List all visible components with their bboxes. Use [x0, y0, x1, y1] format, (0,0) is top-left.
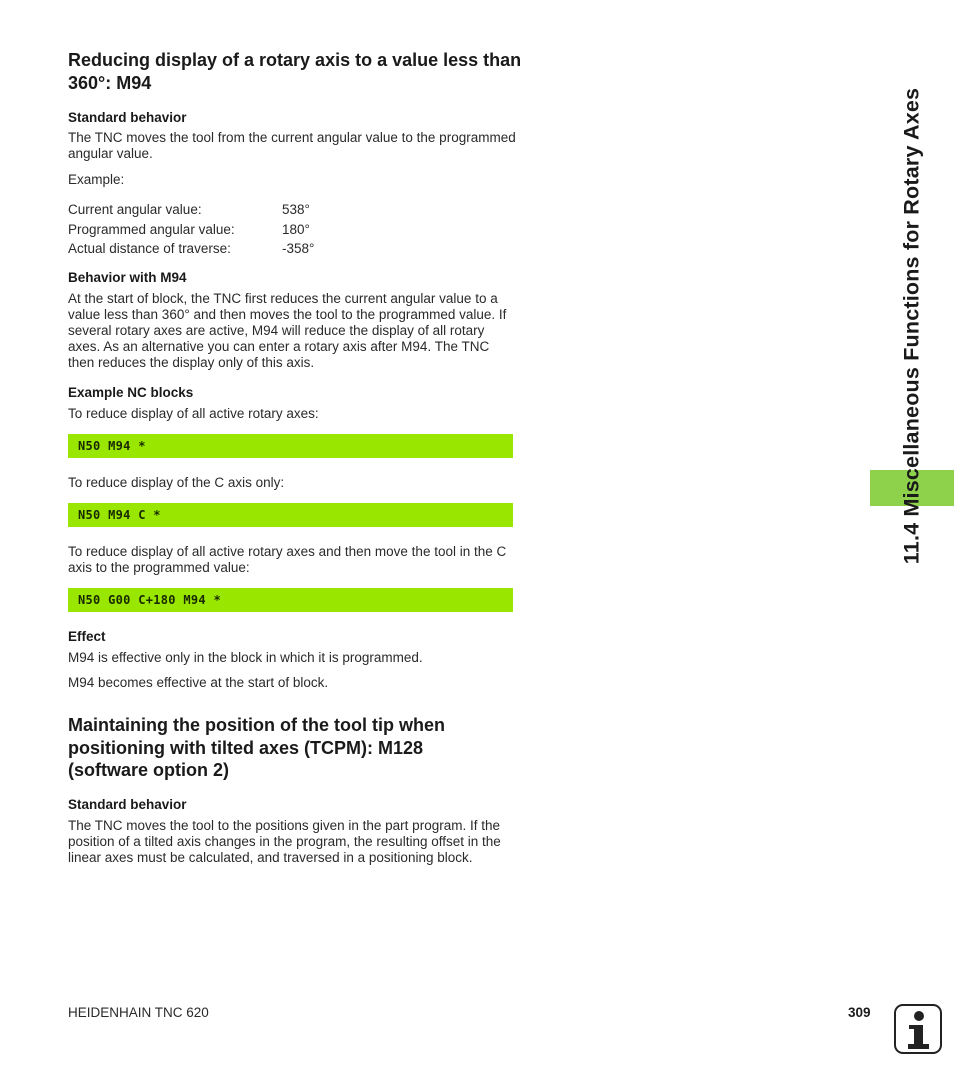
subheading-behavior-m94: Behavior with M94 — [68, 270, 187, 285]
footer-manual-name: HEIDENHAIN TNC 620 — [68, 1005, 209, 1020]
example-row-value: -358° — [282, 241, 315, 256]
info-icon — [894, 1004, 942, 1054]
example-label: Example: — [68, 172, 125, 187]
subheading-standard-behavior-m128: Standard behavior — [68, 797, 187, 812]
nc-code-text: N50 G00 C+180 M94 * — [78, 593, 221, 607]
subheading-example-nc-blocks: Example NC blocks — [68, 385, 194, 400]
paragraph-effect-1: M94 is effective only in the block in which it is programmed. — [68, 650, 423, 665]
example-row-value: 538° — [282, 202, 310, 217]
nc-code-text: N50 M94 C * — [78, 508, 161, 522]
nc-code-block — [68, 588, 513, 612]
chapter-title-text: 11.4 Miscellaneous Functions for Rotary Axes — [899, 87, 924, 565]
example-row-label: Current angular value: — [68, 202, 202, 217]
paragraph-standard-behavior: The TNC moves the tool from the current angular value to the programmed angular value. — [68, 130, 516, 161]
nc-intro-1: To reduce display of all active rotary axes: — [68, 406, 319, 421]
paragraph-standard-behavior-m128: The TNC moves the tool to the positions given in the part program. If the position of a tilted axis changes in the program, the resulting offset in the linear axes must be calculated, and traversed in a positioning block. — [68, 818, 501, 865]
subheading-standard-behavior: Standard behavior — [68, 110, 187, 125]
subheading-effect: Effect — [68, 629, 106, 644]
nc-intro-2: To reduce display of the C axis only: — [68, 475, 285, 490]
info-icon-base — [908, 1044, 929, 1049]
paragraph-effect-2: M94 becomes effective at the start of block. — [68, 675, 329, 690]
nc-code-block — [68, 434, 513, 458]
nc-code-text: N50 M94 * — [78, 439, 146, 453]
nc-code-block — [68, 503, 513, 527]
section-title-m94: Reducing display of a rotary axis to a value less than 360°: M94 — [68, 50, 522, 93]
info-icon-dot — [914, 1011, 924, 1021]
page-number: 309 — [848, 1005, 871, 1020]
section-title-m128: Maintaining the position of the tool tip when positioning with tilted axes (TCPM): M128 (software option 2) — [68, 715, 445, 780]
paragraph-behavior-m94: At the start of block, the TNC first reduces the current angular value to a value less than 360° and then moves the tool to the programmed value. If several rotary axes are active, M94 will reduce the display of all rotary axes. As an alternative you can enter a rotary axis after M94. The TNC then reduces the display only of this axis. — [68, 291, 507, 370]
example-row-label: Programmed angular value: — [68, 222, 235, 237]
example-row-label: Actual distance of traverse: — [68, 241, 231, 256]
example-row-value: 180° — [282, 222, 310, 237]
nc-intro-3: To reduce display of all active rotary axes and then move the tool in the C axis to the programmed value: — [68, 544, 507, 575]
